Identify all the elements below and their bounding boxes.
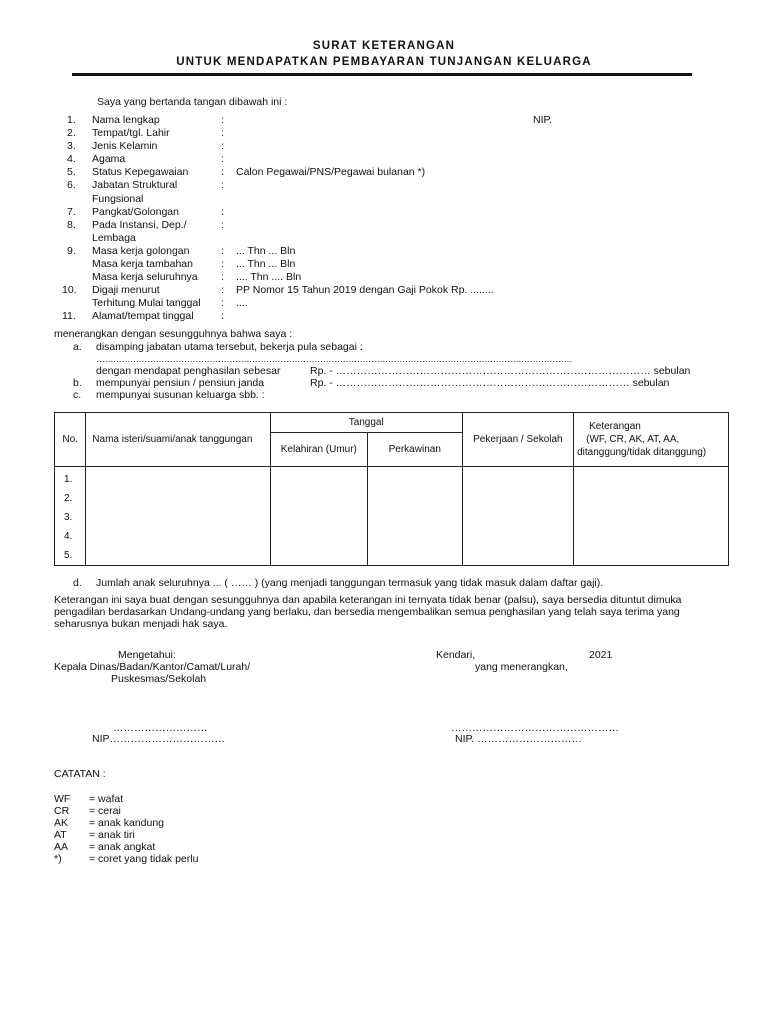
field-label: Nama lengkap [92,114,160,126]
field-label: Status Kepegawaian [92,166,189,178]
field-number: 4. [67,153,76,165]
field-colon: : [221,310,224,322]
field-colon: : [221,166,224,178]
field-value: .... [236,297,248,309]
field-colon: : [221,127,224,139]
left-nip: NIP…………………………… [92,733,226,745]
mengetahui-label: Mengetahui: [118,649,176,661]
field-value: ... Thn ... Bln [236,245,296,257]
field-colon: : [221,114,224,126]
row-numbers [55,467,86,566]
catatan-code: WF [54,793,71,805]
field-label: Digaji menurut [92,284,160,296]
catatan-code: AT [54,829,67,841]
field-number: 6. [67,179,76,191]
field-label: Masa kerja seluruhnya [92,271,198,283]
catatan-title: CATATAN : [54,768,106,780]
item-b-text: mempunyai pensiun / pensiun janda [96,377,265,389]
item-a-income: dengan mendapat penghasilan sebesar [96,365,281,377]
field-colon: : [221,284,224,296]
col-kelahiran: Kelahiran (Umur) [270,433,367,467]
field-number: 3. [67,140,76,152]
col-keterangan [574,413,729,467]
catatan-code: AA [54,841,69,853]
ket-line-2: (WF, CR, AK, AT, AA, [586,434,680,445]
field-number: 9. [67,245,76,257]
right-signature-line: ………………………………………… [451,722,619,734]
row-number-1: 1. [64,474,73,485]
field-label: Masa kerja tambahan [92,258,193,270]
field-colon: : [221,271,224,283]
item-a-letter: a. [73,341,82,353]
field-value: .... Thn .... Bln [236,271,302,283]
field-label: Pangkat/Golongan [92,206,179,218]
field-label: Terhitung Mulai tanggal [92,297,201,309]
catatan-desc: = anak kandung [89,817,165,829]
item-d-letter: d. [73,577,82,589]
field-colon: : [221,206,224,218]
catatan-code: AK [54,817,69,829]
field-number: 2. [67,127,76,139]
cell-kelahiran [270,467,367,566]
field-colon: : [221,219,224,231]
field-value: ... Thn ... Bln [236,258,296,270]
left-signature-line: ……………………… [113,722,208,734]
cell-pekerjaan [462,467,573,566]
field-number: 7. [67,206,76,218]
row-number-5: 5. [64,550,73,561]
catatan-desc: = coret yang tidak perlu [89,853,199,865]
col-tanggal: Tanggal [270,413,462,433]
catatan-code: CR [54,805,70,817]
field-number: 8. [67,219,76,231]
document-title: SURAT KETERANGAN [312,40,456,52]
field-number: 10. [62,284,77,296]
statement-line-2: pengadilan berdasarkan Undang-undang yang berlaku, dan bersedia mengembalikan semua penghasilan yang telah saya terima yang [54,606,680,618]
document-subtitle: UNTUK MENDAPATKAN PEMBAYARAN TUNJANGAN KELUARGA [176,56,592,68]
nip-label: NIP. [533,114,553,126]
col-perkawinan: Perkawinan [367,433,462,467]
field-label: Fungsional [92,193,144,205]
field-colon: : [221,245,224,257]
ket-line-1: Keterangan [589,421,641,432]
item-d-text: Jumlah anak seluruhnya ... ( …… ) (yang menjadi tanggungan termasuk yang tidak masuk dalam daftar gaji). [96,577,604,589]
item-c-letter: c. [73,389,82,401]
col-no: No. [55,413,86,467]
field-colon: : [221,140,224,152]
field-label: Lembaga [92,232,136,244]
field-label: Tempat/tgl. Lahir [92,127,170,139]
kepala-label: Kepala Dinas/Badan/Kantor/Camat/Lurah/ [54,661,251,673]
row-number-3: 3. [64,512,73,523]
catatan-desc: = wafat [89,793,124,805]
field-colon: : [221,297,224,309]
place-label: Kendari, [436,649,476,661]
year-label: 2021 [589,649,613,661]
catatan-desc: = anak angkat [89,841,156,853]
col-pekerjaan: Pekerjaan / Sekolah [462,413,573,467]
right-nip: NIP. ………………………… [455,733,582,745]
item-b-amount: Rp. - ………………………………………………………………………… sebulan [310,377,670,389]
field-colon: : [221,258,224,270]
field-value: Calon Pegawai/PNS/Pegawai bulanan *) [236,166,426,178]
item-b-letter: b. [73,377,82,389]
field-label: Alamat/tempat tinggal [92,310,194,322]
field-colon: : [221,153,224,165]
statement-line-3: seharusnya bukan menjadi hak saya. [54,618,228,630]
declare-text: menerangkan dengan sesungguhnya bahwa saya : [54,328,293,340]
ket-line-3: ditanggung/tidak ditanggung) [577,447,707,458]
row-number-2: 2. [64,493,73,504]
puskesmas-label: Puskesmas/Sekolah [111,673,207,685]
field-label: Pada Instansi, Dep./ [92,219,187,231]
item-a-amount: Rp. - ……………………………………………………………………………… sebulan [310,365,691,377]
col-name: Nama isteri/suami/anak tanggungan [86,413,270,467]
field-number: 11. [62,310,76,322]
item-a-dots: …………………………………………………………………………………………………………………………………………………… [96,354,572,364]
field-label: Jabatan Struktural [92,179,178,191]
title-rule [72,73,692,76]
row-number-4: 4. [64,531,73,542]
catatan-desc: = cerai [89,805,121,817]
item-a-text: disamping jabatan utama tersebut, bekerja pula sebagai : [96,341,363,353]
family-table [54,412,729,566]
field-label: Jenis Kelamin [92,140,158,152]
cell-name [86,467,270,566]
cell-perkawinan [367,467,462,566]
cell-keterangan [574,467,729,566]
field-number: 5. [67,166,76,178]
field-colon: : [221,179,224,191]
menerangkan-label: yang menerangkan, [475,661,568,673]
catatan-code: *) [54,853,62,865]
catatan-desc: = anak tiri [89,829,135,841]
intro-text: Saya yang bertanda tangan dibawah ini : [97,96,288,108]
field-value: PP Nomor 15 Tahun 2019 dengan Gaji Pokok Rp. ........ [236,284,494,296]
field-label: Masa kerja golongan [92,245,190,257]
field-label: Agama [92,153,126,165]
item-c-text: mempunyai susunan keluarga sbb. : [96,389,265,401]
statement-line-1: Keterangan ini saya buat dengan sesungguhnya dan apabila keterangan ini ternyata tidak benar (palsu), saya bersedia dituntut dimuka [54,594,682,606]
field-number: 1. [67,114,76,126]
